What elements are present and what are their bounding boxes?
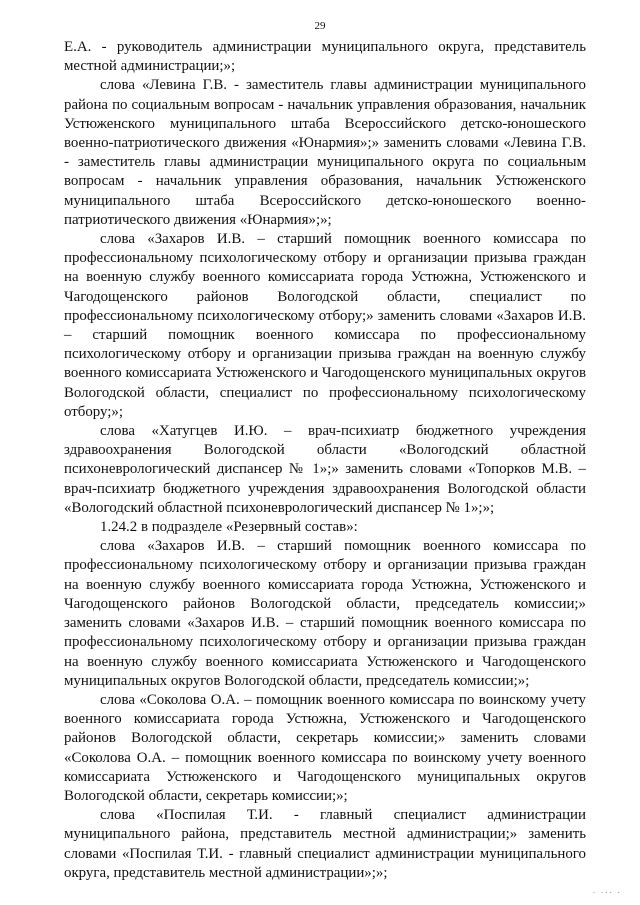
- paragraph-zakharov-main: слова «Захаров И.В. – старший помощник военного комиссара по профессиональному психологическому отбору и организации призыва граждан на военную службу военного комиссариата города Устюжна, Устюженского и Чагодощенского районов Вологодской области, специалист по профессиональному психологическому отбору;» заменить словами «Захаров И.В. – старший помощник военного комиссара по профессиональному психологическому отбору и организации призыва граждан на военную службу военного комиссариата Устюженского и Чагодощенского муниципальных округов Вологодской области, специалист по профессиональному психологическому отбору;»;: [64, 231, 586, 420]
- paragraph-khatugtsev: слова «Хатугцев И.Ю. – врач-психиатр бюджетного учреждения здравоохранения Вологодской области «Вологодский областной психоневрологический диспансер № 1»;» заменить словами «Топорков М.В. – врач-психиатр бюджетного учреждения здравоохранения Вологодской области «Вологодский областной психоневрологический диспансер № 1»;»;: [64, 423, 586, 516]
- paragraph-pospilaya: слова «Поспилая Т.И. - главный специалист администрации муниципального района, представитель местной администрации;» заменить словами «Поспилая Т.И. - главный специалист администрации муниципального округа, представитель местной администрации»;»;: [64, 807, 586, 881]
- paragraph-levina: слова «Левина Г.В. - заместитель главы администрации муниципального района по социальным вопросам - начальник управления образования, начальник Устюженского муниципального штаба Всероссийского детско-юношеского военно-патриотического движения «Юнармия»;» заменить словами «Левина Г.В. - заместитель главы администрации муниципального округа по социальным вопросам - начальник управления образования, начальник Устюженского муниципального штаба Всероссийского детско-юношеского военно-патриотического движения «Юнармия»;»;: [64, 77, 586, 228]
- document-body: [64, 38, 586, 883]
- paragraph-zakharov-reserve: слова «Захаров И.В. – старший помощник военного комиссара по профессиональному психологическому отбору и организации призыва граждан на военную службу военного комиссариата города Устюжна, Устюженского и Чагодощенского районов Вологодской области, председатель комиссии;» заменить словами «Захаров И.В. – старший помощник военного комиссара по профессиональному психологическому отбору и организации призыва граждан на военную службу военного комиссариата Устюженского и Чагодощенского муниципальных округов Вологодской области, председатель комиссии;»;: [64, 538, 586, 689]
- paragraph-sokolova: слова «Соколова О.А. – помощник военного комиссара по воинскому учету военного комиссариата города Устюжна, Устюженского и Чагодощенского районов Вологодской области, секретарь комиссии;» заменить словами «Соколова О.А. – помощник военного комиссара по воинскому учету военного комиссариата Устюженского и Чагодощенского муниципальных округов Вологодской области, секретарь комиссии;»;: [64, 691, 586, 804]
- page-number: 29: [314, 20, 326, 32]
- subsection-heading-reserve: 1.24.2 в подразделе «Резервный состав»:: [100, 519, 358, 536]
- scan-artifact-mark: · ··· ·: [592, 889, 622, 897]
- paragraph-continuation: Е.А. - руководитель администрации муниципального округа, представитель местной администрации;»;: [64, 39, 586, 75]
